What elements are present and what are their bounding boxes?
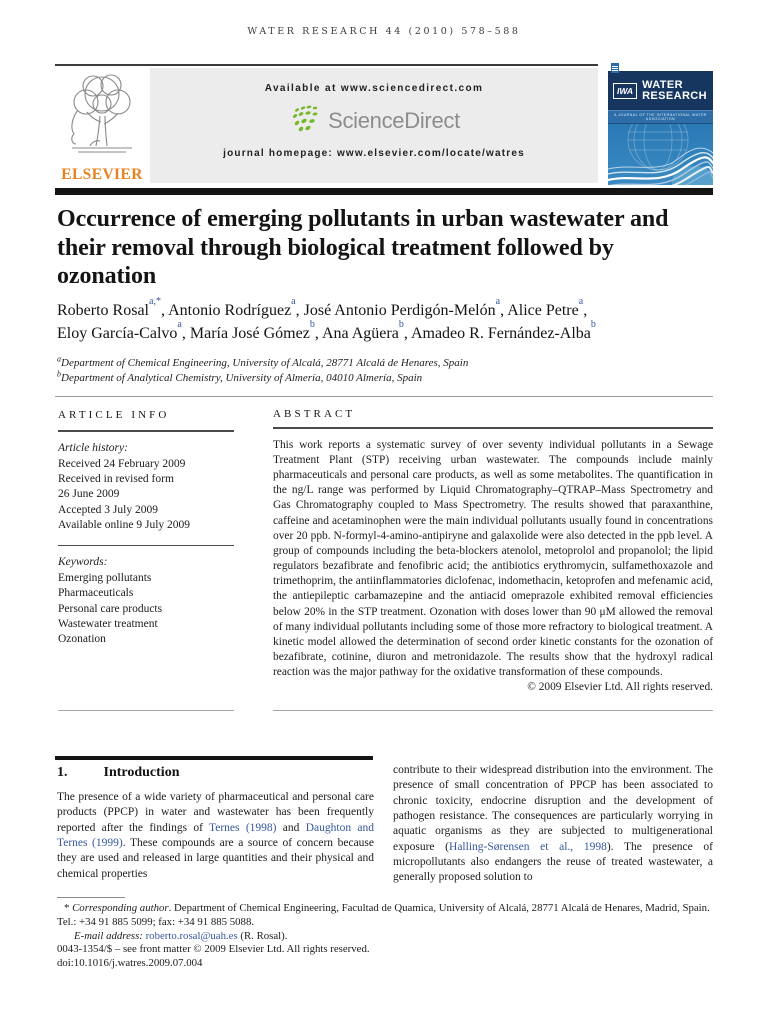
cover-top-strip xyxy=(608,62,713,71)
history-item: Received 24 February 2009 xyxy=(58,457,186,470)
cover-publisher-mark-icon xyxy=(611,63,619,73)
abstract-bottom-rule xyxy=(273,710,713,711)
journal-cover xyxy=(608,62,713,185)
footnote-star: * xyxy=(64,902,70,914)
article-info-column xyxy=(58,408,234,648)
info-bottom-rule xyxy=(58,710,234,711)
elsevier-wordmark: ELSEVIER xyxy=(61,166,143,183)
journal-homepage-line[interactable]: journal homepage: www.elsevier.com/locate/watres xyxy=(223,148,525,159)
author-affiliation-link[interactable]: a xyxy=(578,296,584,308)
affiliation-b: $^b$Department of Analytical Chemistry, University of Almería, 04010 Almería, Spain xyxy=(57,369,423,384)
email-link[interactable]: roberto.rosal@uah.es xyxy=(145,929,238,942)
keywords xyxy=(58,555,234,647)
keywords-label: Keywords: xyxy=(58,556,108,569)
keyword-item: Ozonation xyxy=(58,633,106,646)
article-info-heading: ARTICLE INFO xyxy=(58,409,170,421)
author: José Antonio Perdigón-Melón$^a$, xyxy=(303,296,508,319)
corresponding-author-note: * Corresponding author. Department of Chemical Engineering, Facultad de Quamica, University of Alcalá, 28771 Alcalá de Henares, Madrid, Spain. Tel.: +34 91 885 5099; fax: +34 91 885 5088. xyxy=(57,902,710,928)
history-item: 26 June 2009 xyxy=(58,488,120,501)
history-item: Accepted 3 July 2009 xyxy=(58,503,158,516)
author: Alice Petre$^a$, xyxy=(507,296,588,319)
intro-paragraph-left: The presence of a wide variety of pharmaceutical and personal care products (PPCP) in water and wastewater has been frequently reported after the findings of Ternes (1998) and Daughton and Ternes (1999). These compounds are a source of concern because they are used and released in large quantities and their physical and chemical properties xyxy=(57,791,375,880)
section-heading xyxy=(57,765,375,781)
title-separator-bar xyxy=(55,188,713,195)
history-item: Available online 9 July 2009 xyxy=(58,519,191,532)
journal-header-line: WATER RESEARCH 44 (2010) 578–588 xyxy=(247,26,521,37)
author: Roberto Rosal$^{a,*}$, xyxy=(57,296,169,319)
history-item: Received in revised form xyxy=(58,473,174,486)
email-note: E-mail address: roberto.rosal@uah.es (R. Rosal). xyxy=(74,929,288,942)
author-affiliation-link[interactable]: a xyxy=(291,296,296,308)
keyword-item: Pharmaceuticals xyxy=(58,587,134,600)
author: Eloy García-Calvo$^a$, xyxy=(57,319,190,342)
footnote-rule xyxy=(57,897,125,898)
author: María José Gómez$^b$, xyxy=(189,319,322,342)
abstract-copyright: © 2009 Elsevier Ltd. All rights reserved. xyxy=(527,681,713,694)
cover-artwork xyxy=(608,124,713,185)
abstract-top-rule xyxy=(55,396,713,397)
cover-masthead xyxy=(608,71,713,110)
elsevier-logo xyxy=(56,70,148,184)
sciencedirect-logo[interactable] xyxy=(150,103,598,138)
sciencedirect-banner xyxy=(150,68,598,183)
section-title: Introduction xyxy=(103,765,180,780)
available-at-line[interactable]: Available at www.sciencedirect.com xyxy=(264,83,484,94)
abstract-rule xyxy=(273,427,713,429)
author: Antonio Rodríguez$^a$, xyxy=(168,296,304,319)
doi-line: doi:10.1016/j.watres.2009.07.004 xyxy=(57,957,203,970)
banner-top-rule xyxy=(55,64,598,66)
section-number: 1. xyxy=(57,765,68,780)
abstract-column xyxy=(273,408,713,693)
intro-paragraph-right: contribute to their widespread distribution into the environment. The presence of small concentration of PPCP has been associated to chronic toxicity, endocrine disruption and the development of pathogen resistance. The consequences are particularly worrying in aquatic organisms as they are subjected to multigenerational exposure (Halling-Sørensen et al., 1998). The presence of micropollutants also endangers the reuse of treated wastewater, a generally proposed solution to xyxy=(393,764,714,884)
sciencedirect-wordmark: ScienceDirect xyxy=(328,107,460,133)
author: Ana Agüera$^b$, xyxy=(321,319,411,342)
author-affiliation-link[interactable]: b xyxy=(398,319,404,331)
footnotes xyxy=(57,902,713,971)
author-affiliation-link[interactable]: a,* xyxy=(149,296,161,308)
author-affiliation-link[interactable]: a xyxy=(177,319,182,331)
cover-journal-title: WATER RESEARCH xyxy=(642,78,707,102)
cover-subtitle: A JOURNAL OF THE INTERNATIONAL WATER ASSOCIATION xyxy=(608,110,713,124)
elsevier-tree-icon xyxy=(60,147,144,164)
keyword-item: Personal care products xyxy=(58,602,163,615)
article-info-rule xyxy=(58,430,234,432)
author-affiliation-link[interactable]: a xyxy=(495,296,501,308)
citation-link[interactable]: Halling-Sørensen et al., 1998 xyxy=(449,840,607,853)
author: Amadeo R. Fernández-Alba$^b$ xyxy=(410,319,596,342)
section-rule xyxy=(55,756,373,760)
keyword-item: Wastewater treatment xyxy=(58,618,158,631)
author-list xyxy=(57,296,709,345)
article-history-label: Article history: xyxy=(58,442,128,455)
abstract-heading: ABSTRACT xyxy=(273,408,356,420)
issn-line: 0043-1354/$ – see front matter © 2009 Elsevier Ltd. All rights reserved. xyxy=(57,943,370,956)
sciencedirect-leaves-icon xyxy=(288,103,322,138)
citation-link[interactable]: Daughton and Ternes (1999) xyxy=(57,821,374,850)
citation-link[interactable]: Ternes (1998) xyxy=(209,821,277,834)
author-affiliation-link[interactable]: b xyxy=(309,319,315,331)
keyword-item: Emerging pollutants xyxy=(58,571,152,584)
affiliations xyxy=(57,356,709,386)
paper-title: Occurrence of emerging pollutants in urban wastewater and their removal through biological treatment followed by ozonation xyxy=(57,206,669,289)
affiliation-a: $^a$Department of Chemical Engineering, University of Alcalá, 28771 Alcalá de Henares, Spain xyxy=(57,354,469,369)
iwa-logo: IWA xyxy=(613,83,637,100)
abstract-text: This work reports a systematic survey of over seventy individual pollutants in a Sewage Treatment Plant (STP) receiving urban wastewater. The compounds include mainly pharmaceuticals and personal care products, as well as some metabolites. The quantification in the ng/L range was performed by Liquid Chromatography–QTRAP–Mass Spectrometry and Gas Chromatography coupled to Mass Spectrometry. The results showed that paraxanthine, caffeine and acetaminophen were the main individual pollutants usually found in concentrations over 20 ppb. N-formyl-4-amino-antipiryne and galaxolide were also detected in the ppb level. A group of compounds including the beta-blockers atenolol, metoprolol and propanolol; the lipid regulators bezafibrate and fenofibric acid; the antibiotics erythromycin, sulfamethoxazole and trimethoprim, the antiinflammatories diclofenac, indomethacin, ketoprofen and mefenamic acid, the antiepileptic carbamazepine and the antiacid omeprazole exhibited removal efficiencies below 20% in the STP treatment. Ozonation with doses lower than 90 μM allowed the removal of many individual pollutants including some of those more refractory to biological treatment. A kinetic model allowed the determination of second order kinetic constants for the ozonation of bezafibrate, cotinine, diuron and metronidazole. The results show that the hydroxyl radical reaction was the major pathway for the oxidative transformation of these compounds. xyxy=(273,438,713,679)
article-history xyxy=(58,441,234,533)
keywords-rule xyxy=(58,545,234,547)
author-affiliation-link[interactable]: b xyxy=(590,319,596,331)
